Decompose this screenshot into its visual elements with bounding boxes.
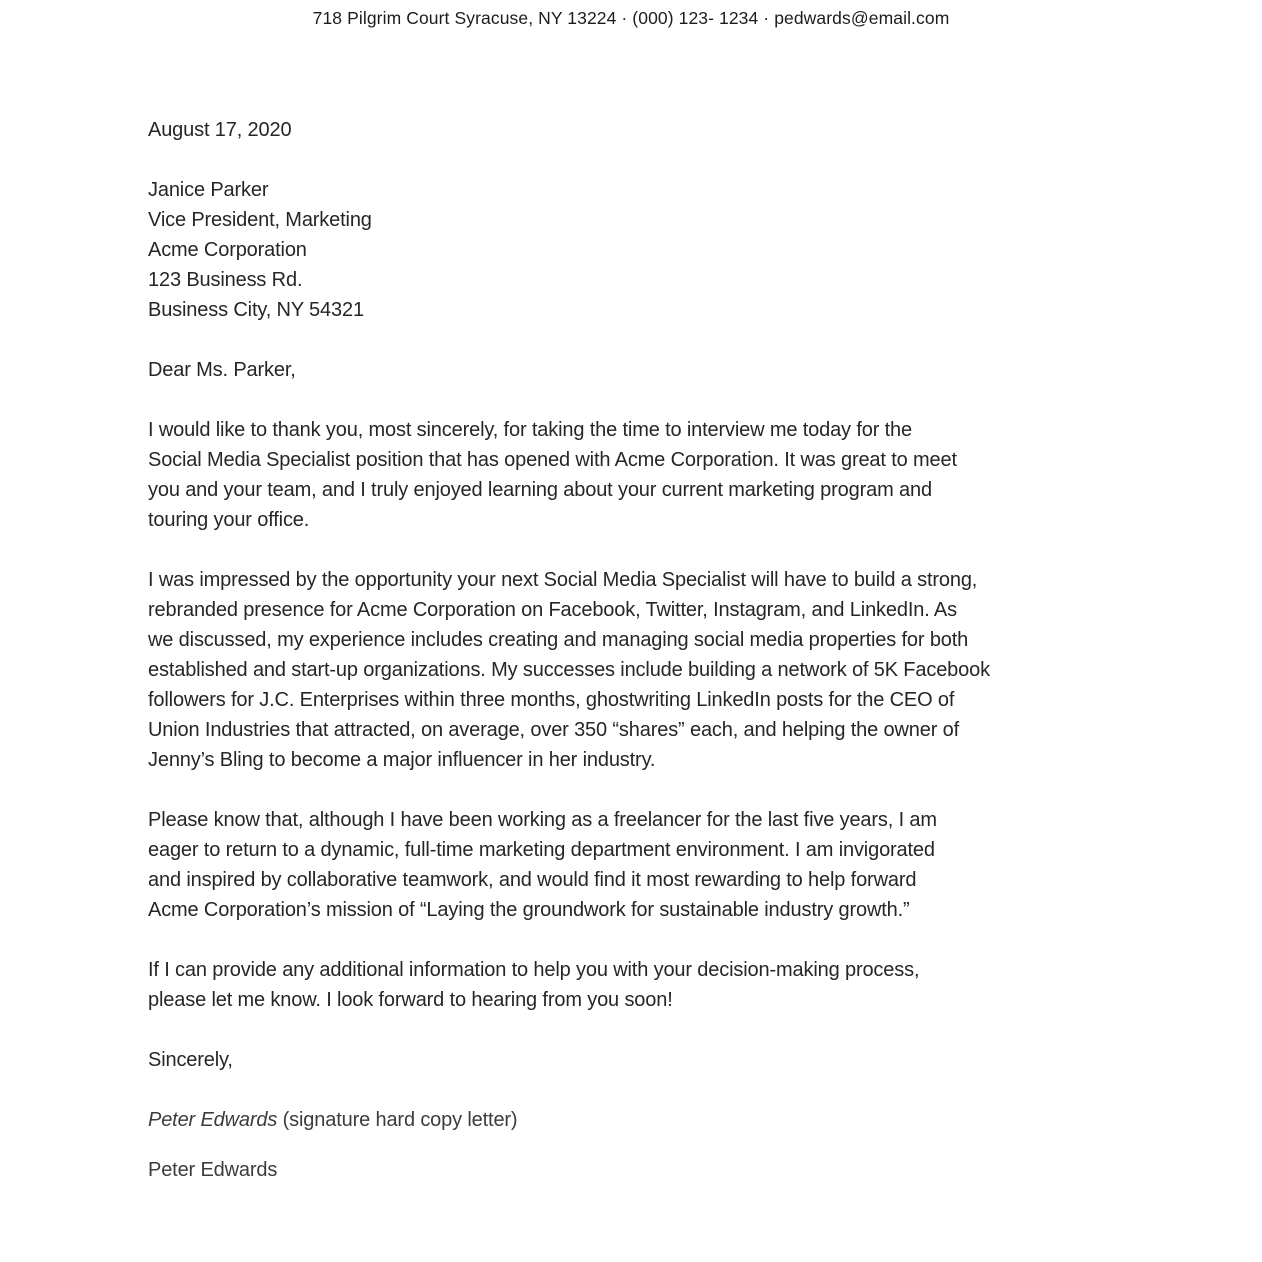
signature-name: Peter Edwards [148,1109,278,1131]
paragraph-line: you and your team, and I truly enjoyed learning about your current marketing program and [148,479,932,501]
paragraph-line: followers for J.C. Enterprises within three months, ghostwriting LinkedIn posts for the CEO of [148,689,955,711]
letter-body [0,115,1262,1185]
paragraph-line: established and start-up organizations. My successes include building a network of 5K Facebook [148,659,990,681]
paragraph-line: rebranded presence for Acme Corporation on Facebook, Twitter, Instagram, and LinkedIn. As [148,599,957,621]
paragraph-line: touring your office. [148,509,310,531]
recipient-title: Vice President, Marketing [148,209,372,231]
recipient-block [148,175,1114,325]
recipient-company: Acme Corporation [148,239,307,261]
paragraph-line: Acme Corporation’s mission of “Laying the groundwork for sustainable industry growth.” [148,899,910,921]
recipient-city: Business City, NY 54321 [148,299,364,321]
salutation: Dear Ms. Parker, [148,359,296,381]
signature-note: (signature hard copy letter) [277,1109,518,1131]
paragraph-line: eager to return to a dynamic, full-time marketing department environment. I am invigorated [148,839,935,861]
paragraph-1 [148,415,1114,535]
paragraph-line: Please know that, although I have been working as a freelancer for the last five years, I am [148,809,937,831]
recipient-name: Janice Parker [148,179,269,201]
recipient-street: 123 Business Rd. [148,269,303,291]
paragraph-3 [148,805,1114,925]
contact-header: 718 Pilgrim Court Syracuse, NY 13224 · (000) 123- 1234 · pedwards@email.com [312,8,950,28]
signature-line [148,1105,1114,1135]
letter-date: August 17, 2020 [148,119,292,141]
paragraph-line: we discussed, my experience includes creating and managing social media properties for both [148,629,969,651]
paragraph-line: If I can provide any additional information to help you with your decision-making process, [148,959,920,981]
typed-name: Peter Edwards [148,1159,278,1181]
paragraph-line: I would like to thank you, most sincerely, for taking the time to interview me today for the [148,419,912,441]
paragraph-4 [148,955,1114,1015]
paragraph-line: Jenny’s Bling to become a major influencer in her industry. [148,749,656,771]
paragraph-line: Social Media Specialist position that has opened with Acme Corporation. It was great to meet [148,449,957,471]
paragraph-line: I was impressed by the opportunity your next Social Media Specialist will have to build a strong, [148,569,978,591]
closing: Sincerely, [148,1049,233,1071]
paragraph-line: please let me know. I look forward to hearing from you soon! [148,989,673,1011]
paragraph-2 [148,565,1114,775]
paragraph-line: and inspired by collaborative teamwork, and would find it most rewarding to help forward [148,869,917,891]
paragraph-line: Union Industries that attracted, on average, over 350 “shares” each, and helping the owner of [148,719,960,741]
